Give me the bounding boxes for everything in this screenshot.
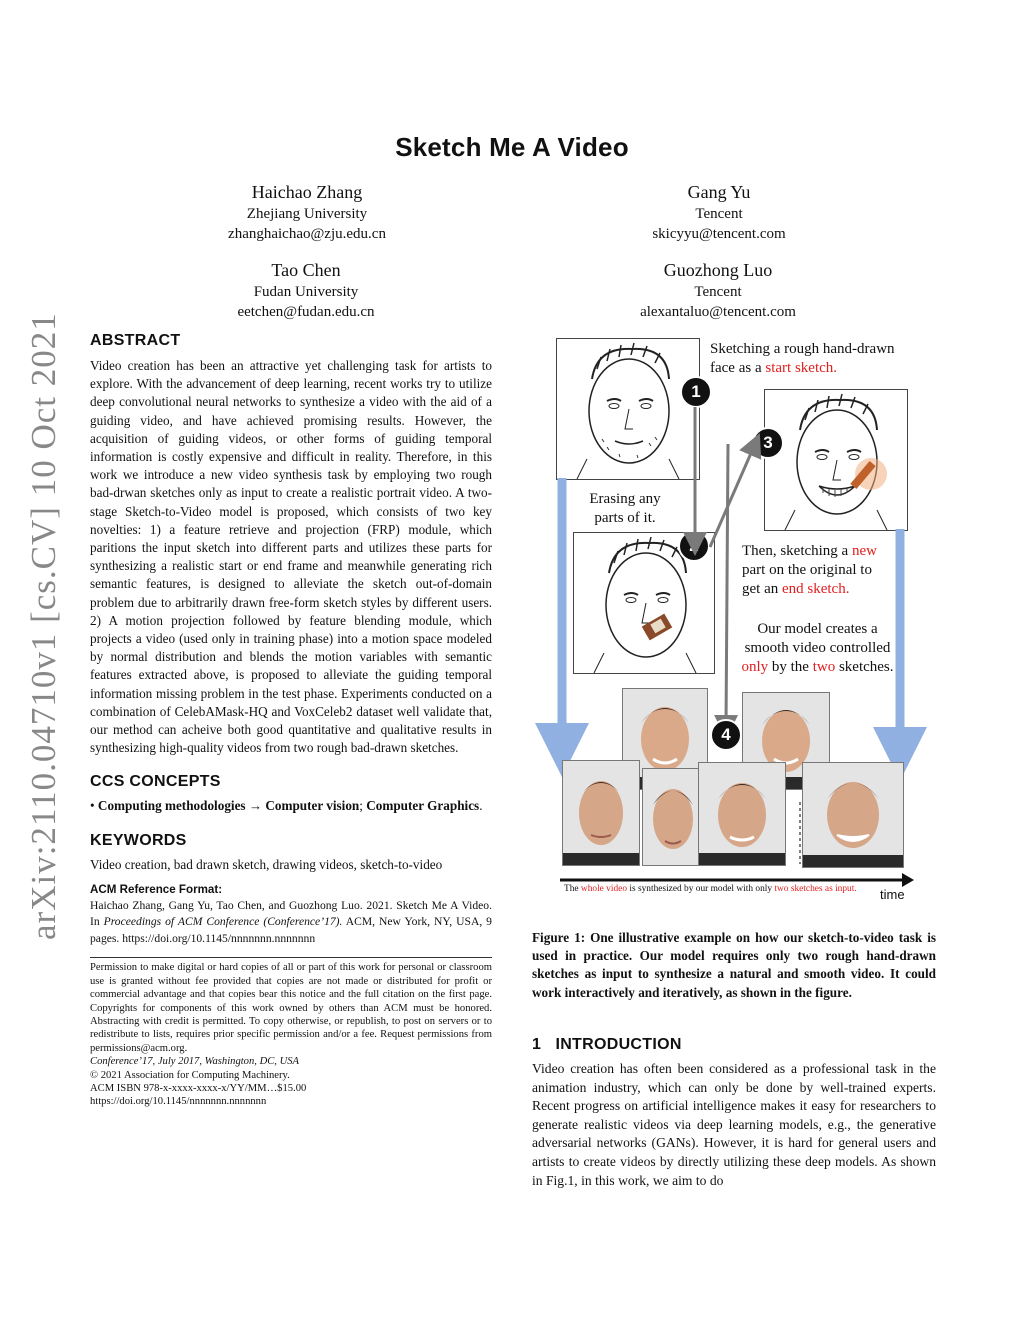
ccs-arrow: → (248, 798, 263, 814)
ccs-end: . (479, 798, 483, 814)
step3-line: part on the original to (742, 562, 872, 578)
step-badge-2: 2 (678, 530, 710, 562)
intro-heading (532, 1036, 936, 1054)
arxiv-identifier: arXiv:2110.04710v1 [cs.CV] 10 Oct 2021 (24, 312, 63, 940)
author-affiliation: Zhejiang University (246, 206, 368, 222)
acm-ref-venue: Proceedings of ACM Conference (Conference’17). (103, 915, 343, 929)
author-email[interactable]: skicyyu@tencent.com (652, 226, 786, 242)
author-name: Haichao Zhang (251, 182, 363, 202)
face-photo (563, 761, 639, 865)
author-affiliation: Fudan University (253, 284, 359, 300)
author-email[interactable]: zhanghaichao@zju.edu.cn (228, 226, 386, 242)
abstract-heading: ABSTRACT (90, 332, 181, 349)
figure-bottom-text (564, 884, 884, 894)
permission-text: Permission to make digital or hard copies of all or part of this work for personal or classroom use is granted without fee provided that copies are not made or distributed for profit or commercial advantage and that copies bear this notice and the full citation on the first page. Copyrights for components of this work owned by others than ACM must be honored. Abstracting with credit is permitted. To copy otherwise, or republish, to post on servers or to redistribute to lists, requires prior specific permission and/or a fee. Request permissions from permissions@acm.org. (90, 962, 492, 1054)
step-badge-1: 1 (680, 376, 712, 408)
step3-highlight: end sketch. (781, 581, 850, 597)
acm-ref-text (90, 898, 492, 948)
section-title: INTRODUCTION (555, 1036, 682, 1053)
conference-line: Conference’17, July 2017, Washington, DC, USA (90, 1056, 300, 1068)
step4-text: by the (768, 659, 813, 675)
arrow-2-to-3 (710, 444, 755, 547)
author-email[interactable]: eetchen@fudan.edu.cn (237, 304, 375, 320)
step1-text: face as a (710, 360, 766, 376)
ccs-heading: CCS CONCEPTS (90, 773, 221, 791)
step1-highlight: start sketch. (765, 360, 838, 376)
author-name: Gang Yu (687, 182, 751, 202)
figure-1 (530, 332, 940, 907)
author-email[interactable]: alexantaluo@tencent.com (640, 304, 796, 320)
bottom-highlight: whole video (580, 884, 628, 894)
keywords-text: Video creation, bad drawn sketch, drawing videos, sketch-to-video (90, 856, 443, 872)
time-axis-label: time (880, 887, 905, 902)
step-badge-4: 4 (710, 719, 742, 751)
ccs-sep: ; (359, 798, 363, 814)
step3-text: Then, sketching a (742, 543, 852, 559)
step4-line: smooth video controlled (744, 640, 891, 656)
acm-ref-part: ACM, New York, NY, USA, 9 pages. https://doi.org/10.1145/nnnnnnn.nnnnnnn (90, 915, 492, 945)
bottom-text: The (564, 884, 581, 894)
face-photo (699, 763, 785, 865)
author-block-3 (146, 258, 466, 322)
author-affiliation: Tencent (694, 284, 742, 300)
author-name: Tao Chen (271, 260, 341, 280)
paper-title: Sketch Me A Video (395, 132, 629, 162)
isbn-line: ACM ISBN 978-x-xxxx-xxxx-x/YY/MM…$15.00 (90, 1083, 307, 1095)
author-block-2 (559, 180, 879, 244)
bottom-highlight: two sketches as input. (774, 884, 857, 894)
figure-caption: Figure 1: One illustrative example on how our sketch-to-video task is used in practice. Our model requires only two rough hand-drawn sketches as input to synthesize a natural and smooth video. It could work interactively and iteratively, as shown in the figure. (532, 930, 936, 1000)
timeline-arrowhead (902, 873, 914, 887)
keywords-heading: KEYWORDS (90, 831, 187, 849)
acm-ref-part: Haichao Zhang, Gang Yu, Tao Chen, and Guozhong Luo. 2021. Sketch Me A Video. In (90, 898, 492, 929)
bottom-text: is synthesized by our model with only (627, 884, 775, 894)
intro-text: Video creation has often been considered as a professional task in the animation industry, which can only be done by well-trained experts. Recent progress on artificial intelligence makes it easy for researchers to generate realistic videos via deep learning models, e.g., the generative adversarial networks (GANs). However, it is hard for general users and artists to create videos by directly utilizing these deep models. As shown in Fig.1, in this work, we aim to do (532, 1061, 936, 1188)
step3-text: get an (742, 581, 782, 597)
video-frame-3 (698, 762, 786, 866)
step-badge-3: 3 (752, 427, 784, 459)
erase-line: Erasing any (589, 491, 661, 507)
step4-highlight: two (812, 659, 836, 675)
video-frame-5 (802, 762, 904, 868)
author-block-4 (558, 258, 878, 322)
author-affiliation: Tencent (695, 206, 743, 222)
footnote-divider (90, 957, 492, 958)
step4-highlight: only (741, 659, 769, 675)
step1-line: Sketching a rough hand-drawn (710, 341, 895, 357)
video-frame-intermediate (642, 768, 704, 866)
step4-text: sketches. (835, 659, 894, 675)
author-name: Guozhong Luo (663, 260, 773, 280)
left-column (90, 332, 492, 1109)
ccs-text (90, 797, 492, 815)
copyright-line: © 2021 Association for Computing Machinery. (90, 1069, 290, 1081)
step4-line: Our model creates a (757, 621, 878, 637)
section-number: 1 (532, 1036, 542, 1053)
acm-ref-heading: ACM Reference Format: (90, 882, 223, 896)
ccs-bullet: • (90, 798, 95, 814)
abstract-text: Video creation has been an attractive yet challenging task for artists to explore. With the advancement of deep learning, recent works try to utilize deep convolutional neural networks to synthesize a video with the aid of a guiding video, and have achieved promising results. However, the acquisition of guiding videos, or other forms of guiding temporal information is costly expensive and difficult in reality. Therefore, in this work we introduce a new video synthesis task by employing two rough bad-drwan sketches only as input to create a realistic portrait video. A two-stage Sketch-to-Video model is proposed, which consists of two key novelties: 1) a feature retrieve and projection (FRP) module, which paritions the input sketch into different parts and utilizes these parts for synthesizing a realistic start or end frame and meanwhile generating rich semantic features, is designed to alleviate the sketch out-of-domain problem due to arbitrarily drawn free-form sketch styles by different users. 2) A motion projection followed by feature blending module, which projects a video (used only in training phase) into a motion space modeled by normal distribution and blends the motion variables with semantic features extracted above, is proposed to alleviate the guiding temporal information missing problem in the test phase. Experiments conducted on a combination of CelebAMask-HQ and VoxCeleb2 dataset well validate that, our method can acheive both good quantitative and qualitative results in synthesizing high-quality videos from two rough bad-drawn sketches. (90, 358, 492, 756)
ccs-item: Computer vision (265, 798, 360, 814)
face-photo (643, 769, 703, 865)
author-block-1 (147, 180, 467, 244)
step3-highlight: new (851, 543, 877, 559)
ccs-item: Computing methodologies (97, 798, 246, 814)
erase-line: parts of it. (594, 510, 656, 526)
video-frame-1 (562, 760, 640, 866)
doi-line[interactable]: https://doi.org/10.1145/nnnnnnn.nnnnnnn (90, 1096, 267, 1108)
arrow-3-to-4 (726, 444, 728, 727)
ccs-item: Computer Graphics (366, 798, 480, 814)
face-photo (803, 763, 903, 867)
